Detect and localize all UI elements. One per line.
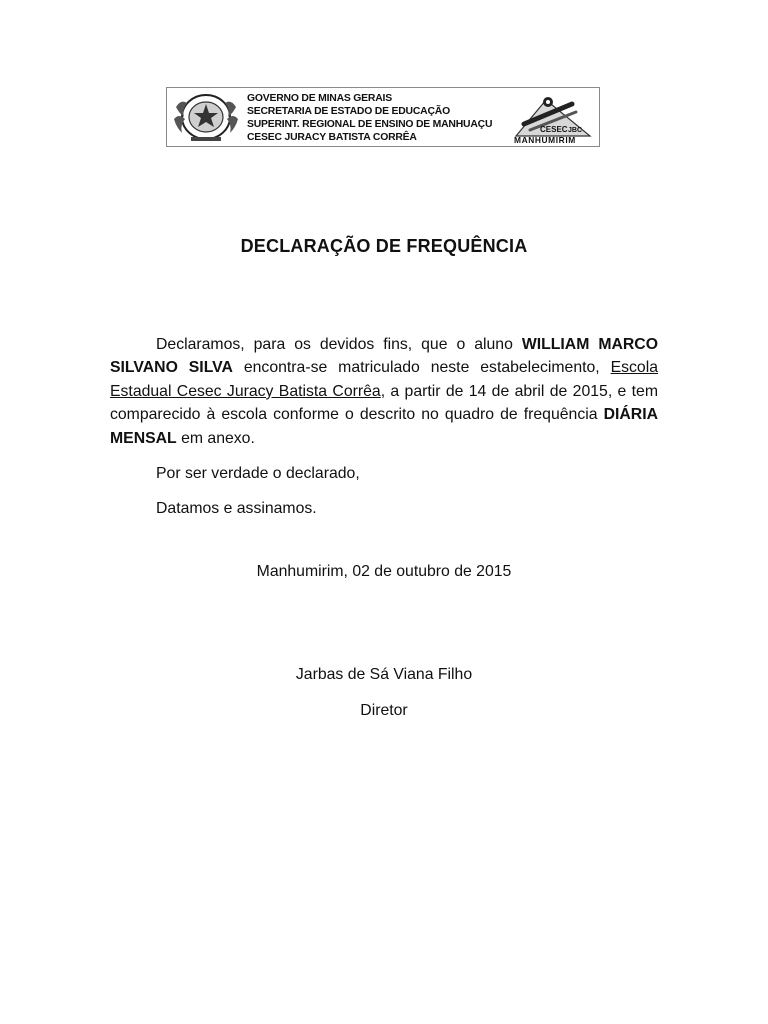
school-name: Escola Estadual Cesec Juracy Batista Corrêa bbox=[110, 359, 659, 400]
paragraph-text-b: encontra-se matriculado neste estabelecimento, bbox=[232, 359, 611, 377]
frequency-type: DIÁRIA MENSAL bbox=[110, 406, 658, 447]
paragraph-text-d: em anexo. bbox=[176, 429, 255, 447]
signing-statement: Datamos e assinamos. bbox=[156, 500, 317, 518]
place-and-date: Manhumirim, 02 de outubro de 2015 bbox=[256, 563, 512, 580]
minas-gerais-seal-icon bbox=[171, 91, 241, 143]
svg-text:MANHUMIRIM: MANHUMIRIM bbox=[514, 135, 576, 145]
svg-text:JBC: JBC bbox=[568, 127, 583, 134]
letterhead-line-1: GOVERNO DE MINAS GERAIS bbox=[247, 93, 392, 104]
letterhead-line-2: SECRETARIA DE ESTADO DE EDUCAÇÃO bbox=[247, 106, 450, 117]
letterhead-line-4: CESEC JURACY BATISTA CORRÊA bbox=[247, 132, 417, 143]
truth-statement: Por ser verdade o declarado, bbox=[156, 465, 360, 483]
paragraph-text-c: , a partir de 14 de abril de 2015, e tem comparecido à escola conforme o descrito no quadro de frequência bbox=[110, 382, 658, 424]
signer-role: Diretor bbox=[360, 702, 408, 719]
declaration-paragraph bbox=[110, 333, 658, 450]
letterhead-line-3: SUPERINT. REGIONAL DE ENSINO DE MANHUAÇU bbox=[247, 119, 493, 130]
paragraph-text-a: Declaramos, para os devidos fins, que o aluno bbox=[156, 336, 522, 353]
letterhead bbox=[166, 87, 600, 147]
declaration-body bbox=[110, 333, 658, 521]
cesec-logo-icon bbox=[510, 90, 596, 146]
signer-name: Jarbas de Sá Viana Filho bbox=[295, 666, 473, 683]
document-title: DECLARAÇÃO DE FREQUÊNCIA bbox=[240, 236, 528, 256]
letterhead-text bbox=[247, 92, 517, 144]
student-name: WILLIAM MARCO SILVANO SILVA bbox=[110, 336, 658, 377]
svg-text:CESEC: CESEC bbox=[540, 125, 568, 134]
